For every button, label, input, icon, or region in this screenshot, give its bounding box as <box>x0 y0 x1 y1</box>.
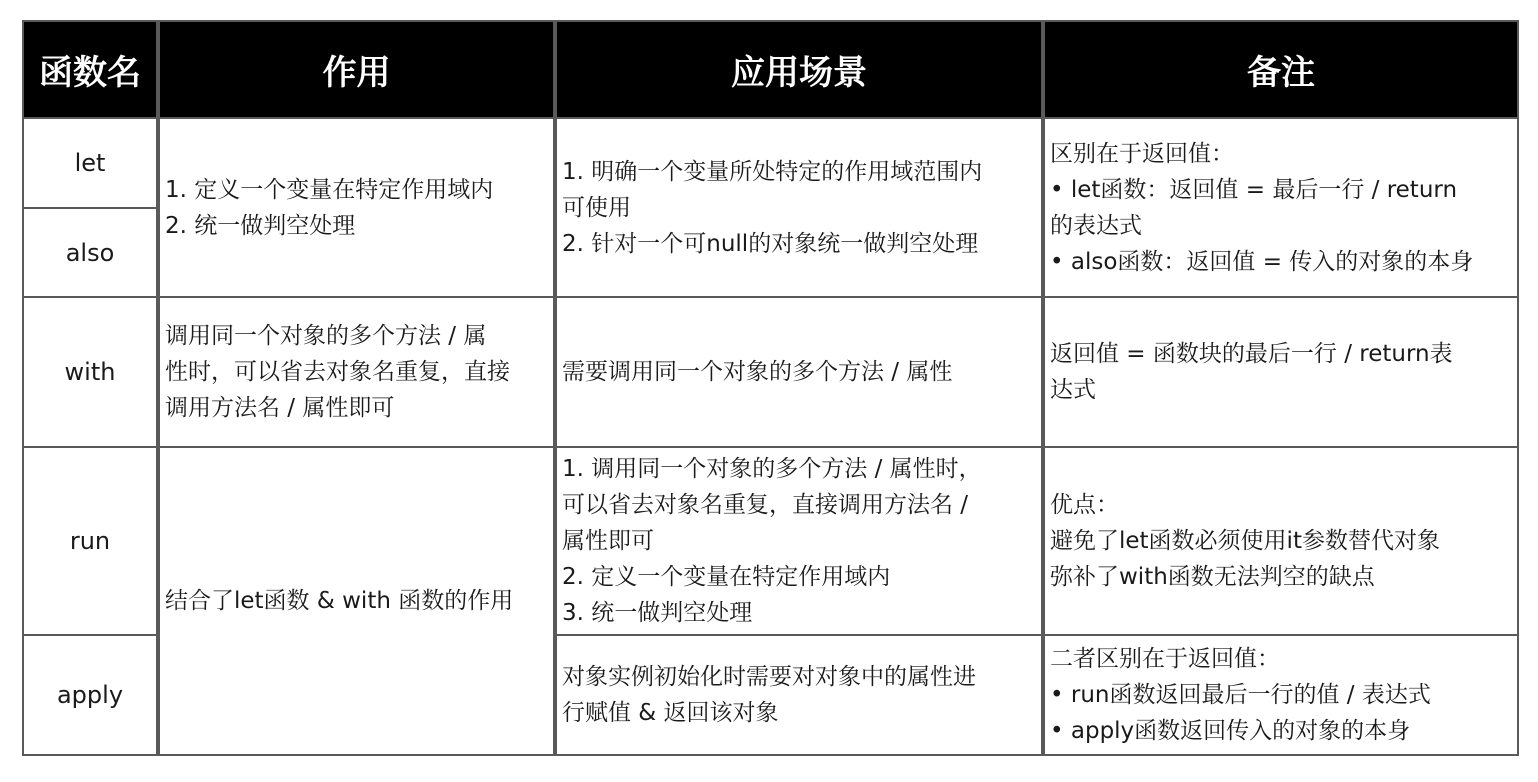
apply-note: 二者区别在于返回值： • run函数返回最后一行的值 / 表达式 • apply函数返回传入的对象的本身 <box>1050 646 1431 744</box>
with-purpose: 调用同一个对象的多个方法 / 属 性时，可以省去对象名重复，直接 调用方法名 / 属性即可 <box>165 323 510 421</box>
grid-line <box>22 117 1519 119</box>
let-also-note: 区别在于返回值： • let函数：返回值 = 最后一行 / return 的表达式 • also函数：返回值 = 传入的对象的本身 <box>1050 140 1474 275</box>
function-let: let <box>74 149 106 177</box>
grid-line <box>22 207 158 209</box>
header-scenario: 应用场景 <box>557 22 1041 117</box>
run-apply-purpose: 结合了let函数 & with 函数的作用 <box>165 588 514 614</box>
grid-line <box>22 20 24 756</box>
grid-line <box>22 20 1519 22</box>
grid-line <box>1043 20 1045 756</box>
grid-line <box>555 20 557 756</box>
grid-line <box>22 634 158 636</box>
function-with: with <box>64 358 116 386</box>
header-function-name: 函数名 <box>24 22 156 117</box>
apply-scenario: 对象实例初始化时需要对对象中的属性进 行赋值 & 返回该对象 <box>562 664 976 726</box>
run-scenario: 1. 调用同一个对象的多个方法 / 属性时， 可以省去对象名重复，直接调用方法名 / 属性即可 2. 定义一个变量在特定作用域内 3. 统一做判空处理 <box>562 456 982 626</box>
function-run: run <box>69 527 111 555</box>
grid-line <box>22 754 1519 756</box>
function-also: also <box>65 238 115 267</box>
run-note: 优点： 避免了let函数必须使用it参数替代对象 弥补了with函数无法判空的缺点 <box>1050 492 1440 590</box>
grid-line <box>158 20 160 756</box>
header-purpose: 作用 <box>160 22 553 117</box>
grid-line <box>555 634 1519 636</box>
grid-line <box>22 296 1519 298</box>
header-note: 备注 <box>1045 22 1517 117</box>
with-note: 返回值 = 函数块的最后一行 / return表 达式 <box>1050 341 1453 403</box>
let-also-purpose: 1. 定义一个变量在特定作用域内 2. 统一做判空处理 <box>165 176 494 239</box>
grid-line <box>1517 20 1519 756</box>
function-apply: apply <box>56 681 124 709</box>
grid-line <box>22 446 1519 448</box>
with-scenario: 需要调用同一个对象的多个方法 / 属性 <box>562 359 953 385</box>
let-also-scenario: 1. 明确一个变量所处特定的作用域范围内 可使用 2. 针对一个可null的对象统一做判空处理 <box>562 158 983 257</box>
